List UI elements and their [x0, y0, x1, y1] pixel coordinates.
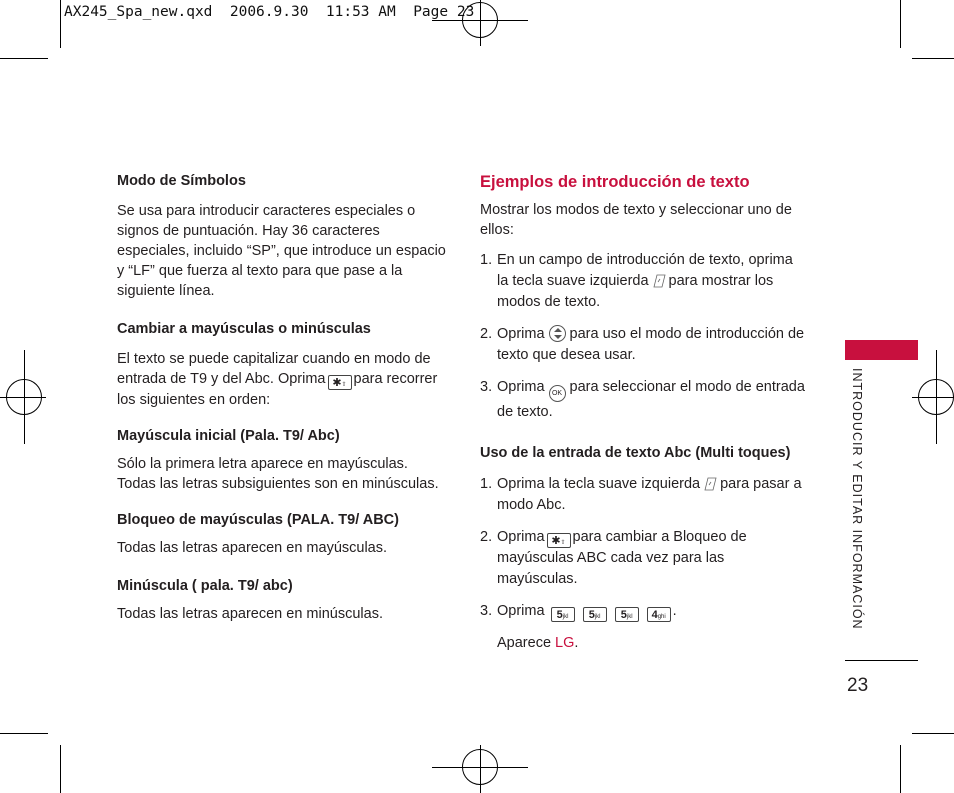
- registration-circle: [462, 2, 498, 38]
- section-body: El texto se puede capitalizar cuando en modo de entrada de T9 y del Abc. Oprima ✱⇧ para recorrer los siguientes en orden:: [117, 351, 438, 408]
- registration-circle: [462, 749, 498, 785]
- right-column: [480, 172, 806, 653]
- key-5-icon: 5jkl: [583, 607, 607, 622]
- intro-text: Mostrar los modos de texto y seleccionar uno de ellos:: [480, 202, 792, 238]
- list-item: 3. Oprima OK para seleccionar el modo de entrada de texto.: [480, 379, 805, 420]
- star-key-icon: ✱⇧: [328, 375, 352, 390]
- ok-key-icon: OK: [549, 385, 566, 402]
- star-key-icon: ✱⇧: [547, 533, 571, 548]
- section-heading: Cambiar a mayúsculas o minúsculas: [117, 321, 371, 337]
- section-heading: Bloqueo de mayúsculas (PALA. T9/ ABC): [117, 512, 399, 528]
- crop-mark: [0, 58, 48, 59]
- left-soft-key-icon: [703, 477, 717, 491]
- list-item: 3. Oprima 5jkl 5jkl 5jkl 4ghi .: [480, 603, 677, 621]
- crop-mark: [900, 745, 901, 793]
- crop-mark: [912, 58, 954, 59]
- list-item: 2. Oprima para uso el modo de introducción de texto que desea usar.: [480, 326, 805, 363]
- section-heading: Mayúscula inicial (Pala. T9/ Abc): [117, 428, 340, 444]
- crop-mark: [900, 0, 901, 48]
- crop-mark: [60, 0, 61, 48]
- crop-mark: [60, 745, 61, 793]
- section-body: Sólo la primera letra aparece en mayúsculas. Todas las letras subsiguientes son en minúsculas.: [117, 456, 439, 492]
- page-number: 23: [847, 675, 869, 696]
- chapter-tab: [845, 340, 918, 360]
- section-title: Ejemplos de introducción de texto: [480, 173, 750, 191]
- navigation-key-icon: [549, 325, 566, 342]
- key-5-icon: 5jkl: [615, 607, 639, 622]
- registration-circle: [918, 379, 954, 415]
- section-heading: Modo de Símbolos: [117, 173, 246, 189]
- list-item: 1. Oprima la tecla suave izquierda para pasar a modo Abc.: [480, 476, 802, 513]
- crop-mark: [912, 733, 954, 734]
- chapter-label: INTRODUCIR Y EDITAR INFORMACIÓN: [850, 368, 864, 630]
- left-soft-key-icon: [652, 274, 666, 288]
- list-item: 1. En un campo de introducción de texto, oprima la tecla suave izquierda para mostrar los modos de texto.: [480, 252, 793, 310]
- section-body: Todas las letras aparecen en minúsculas.: [117, 606, 383, 622]
- left-column: [117, 171, 447, 624]
- result-text: Aparece LG.: [497, 635, 579, 651]
- section-body: Se usa para introducir caracteres especiales o signos de puntuación. Hay 36 caracteres especiales, incluido “SP”, que introduce un espacio y “LF” que fuerza al texto para que pase a la siguiente línea.: [117, 203, 446, 299]
- crop-mark: [0, 733, 48, 734]
- list-item: 2. Oprima ✱⇧ para cambiar a Bloqueo de mayúsculas ABC cada vez para las mayúsculas.: [480, 529, 747, 587]
- registration-circle: [6, 379, 42, 415]
- file-slug: AX245_Spa_new.qxd 2006.9.30 11:53 AM Page 23: [64, 4, 475, 20]
- key-4-icon: 4ghi: [647, 607, 671, 622]
- subsection-heading: Uso de la entrada de texto Abc (Multi toques): [480, 445, 791, 461]
- key-5-icon: 5jkl: [551, 607, 575, 622]
- section-heading: Minúscula ( pala. T9/ abc): [117, 578, 293, 594]
- page-number-rule: [845, 660, 918, 661]
- section-body: Todas las letras aparecen en mayúsculas.: [117, 540, 388, 556]
